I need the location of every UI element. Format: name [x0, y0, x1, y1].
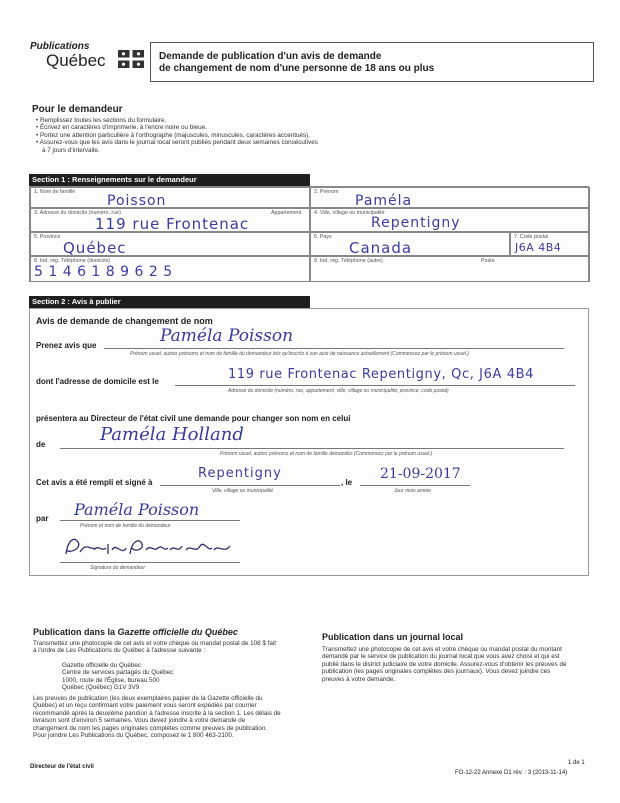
par-caption: Prénom et nom de famille du demandeur — [80, 523, 171, 529]
adresse-line[interactable] — [175, 385, 575, 386]
gazette-address-line: Québec (Québec) G1V 3V9 — [62, 684, 140, 692]
intro-bullet: • Écrivez en caractères d'imprimerie, à l'encre noire ou bleue. — [36, 124, 207, 132]
nom-value: Poisson — [107, 193, 167, 209]
telephone-value: 5 1 4 6 1 8 9 6 2 5 — [34, 264, 173, 280]
form-title-line2: de changement de nom d'une personne de 18 ans ou plus — [159, 63, 435, 74]
adresse-label: 3. Adresse du domicile (numéro, rue) — [34, 210, 121, 216]
gazette-address-line: 1000, route de l'Église, bureau 500 — [62, 676, 160, 684]
signature-caption: Signature du demandeur — [90, 565, 146, 571]
logo-quebec: Québec — [46, 51, 106, 70]
footer-left: Directeur de l'état civil — [30, 764, 94, 770]
gazette-address-line: Centre de services partagés du Québec — [62, 669, 174, 677]
signe-caption: Ville, village ou municipalité — [212, 488, 274, 494]
logo-publications: Publications — [30, 41, 90, 52]
logo — [24, 40, 148, 74]
adresse-value-s2: 119 rue Frontenac Repentigny, Qc, J6A 4B4 — [228, 367, 534, 382]
poste-label: Poste — [481, 258, 495, 264]
nom-label: 1. Nom de famille — [34, 189, 76, 195]
gazette-para2: Les preuves de publication (les deux exemplaires papier de la Gazette officielle du Québec) et un reçu confirmant votre paiement vous seront expédiés par courrier recommandé après la deuxième parution à l'adresse inscrite à la section 1. Les délais de livraison sont d'environ 5 semaines. Vous devez joindre à votre demande de changement de nom les pages originales complètes comme preuves de publication. Pour joindre Les Publications du Québec, composez le 1 800 463-2100. — [33, 695, 281, 740]
section1-header: Section 1 : Renseignements sur le demandeur — [29, 174, 310, 186]
prenom-label: 2. Prénom — [314, 189, 339, 195]
de-value: Paméla Holland — [100, 424, 244, 445]
section2-header: Section 2 : Avis à publier — [29, 296, 310, 308]
de-line[interactable] — [60, 448, 564, 449]
prenom-field[interactable] — [310, 187, 590, 208]
province-field[interactable] — [30, 232, 310, 256]
presentera-text: présentera au Directeur de l'état civil une demande pour changer son nom en celui — [36, 414, 351, 423]
adresse-value: 119 rue Frontenac — [95, 215, 250, 233]
gazette-heading: Publication dans la Gazette officielle du Québec — [33, 627, 238, 637]
nom-field[interactable] — [30, 187, 310, 208]
signe-value: Repentigny — [198, 466, 282, 481]
par-value: Paméla Poisson — [74, 500, 200, 519]
code-postal-field[interactable] — [510, 232, 590, 256]
gazette-address — [62, 662, 262, 692]
gazette-address-line: Gazette officielle du Québec — [62, 662, 141, 669]
local-heading: Publication dans un journal local — [322, 632, 464, 642]
form-title-line1: Demande de publication d'un avis de demande — [159, 51, 382, 62]
code-postal-label: 7. Code postal — [514, 234, 549, 240]
signe-line[interactable] — [160, 485, 340, 486]
par-line[interactable] — [60, 520, 240, 521]
footer-code: FO-12-22 Annexe D1 rév. : 3 (2013-11-14) — [455, 770, 568, 776]
de-label: de — [36, 440, 46, 449]
fleur-de-lis-flag-icon — [118, 50, 144, 68]
date-value: 21-09-2017 — [380, 466, 461, 482]
signe-label: Cet avis a été rempli et signé à — [36, 478, 153, 487]
ville-field[interactable] — [310, 208, 590, 232]
pays-label: 6. Pays — [314, 234, 332, 240]
prenez-caption: Prénom usuel, autres prénoms et nom de famille du demandeur tels qu'inscrits à son acte de naissance actuellement (Commencez par le prénom usuel.) — [130, 351, 469, 357]
pays-field[interactable] — [310, 232, 510, 256]
prenez-line[interactable] — [104, 348, 564, 349]
province-label: 5. Province — [34, 234, 61, 240]
adresse-label-s2: dont l'adresse de domicile est le — [36, 377, 159, 386]
ville-value: Repentigny — [371, 215, 461, 231]
section1-box — [29, 186, 589, 282]
intro-bullets — [36, 117, 576, 154]
prenom-value: Paméla — [355, 193, 413, 209]
telephone-autre-field[interactable] — [310, 256, 590, 282]
adresse-caption: Adresse du domicile (numéro, rue, appartement, ville, village ou municipalité, province, code postal) — [228, 388, 449, 394]
province-value: Québec — [63, 239, 127, 257]
avis-title: Avis de demande de changement de nom — [36, 316, 213, 326]
gazette-para1: Transmettez une photocopie de cet avis et votre chèque ou mandat postal de 108 $ fait à l'ordre de Les Publications du Québec à l'adresse suivante : — [33, 640, 277, 655]
telephone-field[interactable] — [30, 256, 310, 282]
par-label: par — [36, 514, 49, 523]
prenez-value: Paméla Poisson — [160, 326, 294, 346]
intro-heading: Pour le demandeur — [32, 104, 123, 115]
pays-value: Canada — [349, 239, 413, 257]
ville-label: 4. Ville, village ou municipalité — [314, 210, 385, 216]
intro-bullet: • Assurez-vous que les avis dans le journal local seront publiés pendant deux semaines consécutives — [36, 139, 318, 147]
intro-bullet: • Portez une attention particulière à l'orthographe (majuscules, minuscules, caractères accentués). — [36, 131, 310, 139]
de-caption: Prénom usuel, autres prénoms et nom de famille demandés (Commencez par le prénom usuel.) — [220, 451, 433, 457]
appartement-label: Appartement — [271, 210, 302, 216]
code-postal-value: J6A 4B4 — [515, 241, 562, 254]
telephone-autre-label: 9. Ind. rég. Téléphone (autre) — [314, 258, 383, 264]
footer-page: 1 de 1 — [568, 760, 585, 766]
date-caption: Jour mois année — [394, 488, 431, 494]
signature-line[interactable] — [60, 562, 240, 563]
form-title-box — [150, 42, 594, 82]
adresse-field[interactable] — [30, 208, 310, 232]
local-para: Transmettez une photocopie de cet avis et votre chèque ou mandat postal du montant demandé par le service de publication du journal local que vous avez choisi et qui est publié dans le district judiciaire de votre domicile. Assurez-vous d'obtenir les preuves de publication (les pages originales complètes des journaux). Vous devez joindre ces preuves à votre demande. — [322, 646, 567, 683]
prenez-label: Prenez avis que — [36, 341, 97, 350]
le-label: , le — [341, 478, 353, 487]
intro-bullet: à 7 jours d'intervalle. — [42, 146, 100, 154]
telephone-label: 8. Ind. rég. Téléphone (domicile) — [34, 258, 111, 264]
date-line[interactable] — [360, 485, 470, 486]
intro-bullet: • Remplissez toutes les sections du formulaire. — [36, 117, 167, 124]
signature-image — [60, 532, 240, 562]
